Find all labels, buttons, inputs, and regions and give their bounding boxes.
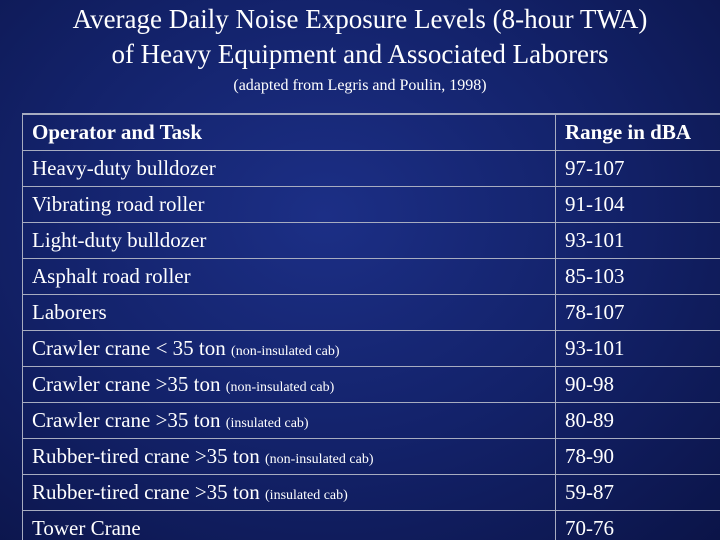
noise-exposure-table (22, 113, 720, 540)
slide-subtitle: (adapted from Legris and Poulin, 1998) (233, 77, 487, 94)
title-line-2: of Heavy Equipment and Associated Laborers (111, 39, 609, 69)
task-label: Crawler crane >35 ton (32, 408, 221, 432)
table-row (23, 331, 720, 367)
table-header-row (23, 114, 720, 151)
table-row (23, 223, 720, 259)
header-operator-task: Operator and Task (23, 114, 556, 151)
range-cell: 91-104 (556, 187, 720, 223)
task-label: Tower Crane (32, 516, 141, 540)
range-cell: 90-98 (556, 367, 720, 403)
task-cell (23, 367, 556, 403)
task-label: Laborers (32, 300, 107, 324)
task-cell (23, 187, 556, 223)
task-cell (23, 475, 556, 511)
range-cell: 78-90 (556, 439, 720, 475)
task-cell (23, 403, 556, 439)
task-label: Rubber-tired crane >35 ton (32, 480, 260, 504)
table-row (23, 259, 720, 295)
task-label: Light-duty bulldozer (32, 228, 207, 252)
table-row (23, 475, 720, 511)
task-label: Heavy-duty bulldozer (32, 156, 216, 180)
task-cell (23, 295, 556, 331)
task-label: Vibrating road roller (32, 192, 205, 216)
cab-note: (non-insulated cab) (231, 344, 340, 359)
title-line-1: Average Daily Noise Exposure Levels (8-hour TWA) (72, 4, 648, 34)
noise-table-container (22, 113, 720, 540)
range-cell: 93-101 (556, 331, 720, 367)
cab-note: (insulated cab) (265, 488, 348, 503)
task-cell (23, 223, 556, 259)
cab-note: (non-insulated cab) (265, 452, 374, 467)
task-label: Crawler crane < 35 ton (32, 336, 226, 360)
header-range-dba: Range in dBA (556, 114, 720, 151)
range-cell: 78-107 (556, 295, 720, 331)
cab-note: (non-insulated cab) (225, 380, 335, 395)
cab-note: (insulated cab) (225, 416, 309, 431)
task-cell (23, 331, 556, 367)
range-cell: 80-89 (556, 403, 720, 439)
table-row (23, 187, 720, 223)
table-row (23, 295, 720, 331)
table-row (23, 511, 720, 540)
task-label: Asphalt road roller (32, 264, 191, 288)
table-row (23, 151, 720, 187)
table-row (23, 439, 720, 475)
range-cell: 59-87 (556, 475, 720, 511)
task-label: Crawler crane >35 ton (32, 372, 221, 396)
task-cell (23, 511, 556, 540)
task-cell (23, 259, 556, 295)
table-row (23, 403, 720, 439)
task-label: Rubber-tired crane >35 ton (32, 444, 260, 468)
slide-title (0, 2, 720, 72)
table-row (23, 367, 720, 403)
range-cell: 85-103 (556, 259, 720, 295)
table-body (23, 151, 720, 540)
range-cell: 70-76 (556, 511, 720, 540)
task-cell (23, 151, 556, 187)
task-cell (23, 439, 556, 475)
range-cell: 93-101 (556, 223, 720, 259)
range-cell: 97-107 (556, 151, 720, 187)
